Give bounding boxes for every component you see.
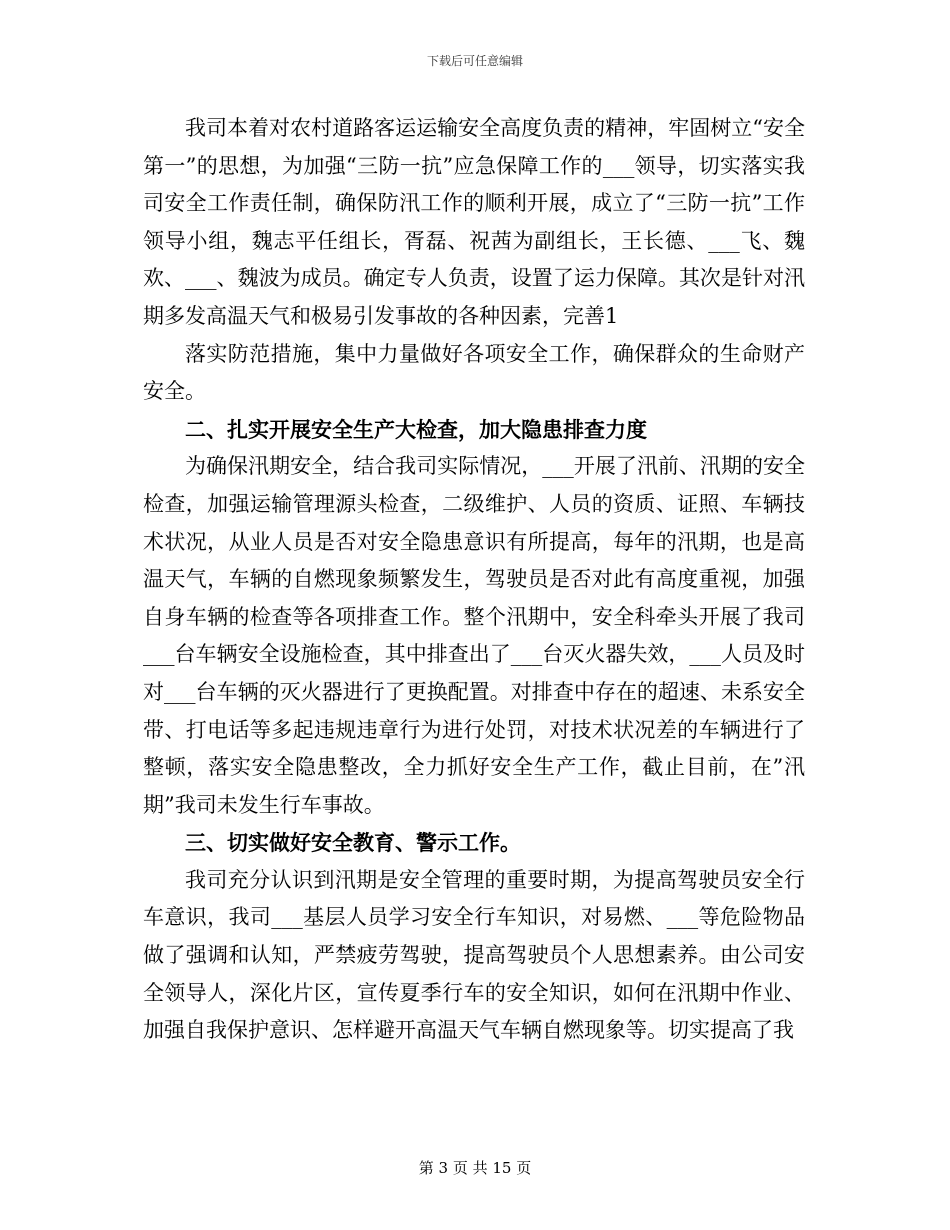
document-body xyxy=(143,110,805,1050)
page-header: 下载后可任意编辑 xyxy=(426,54,523,68)
paragraph-2: 落实防范措施，集中力量做好各项安全工作，确保群众的生命财产安全。 xyxy=(143,341,805,404)
section-heading-2: 二、扎实开展安全生产大检查，加大隐患排查力度 xyxy=(185,416,647,442)
paragraph-1: 我司本着对农村道路客运运输安全高度负责的精神，牢固树立“安全第一”的思想，为加强“三防一抗”应急保障工作的___领导，切实落实我司安全工作责任制，确保防汛工作的顺利开展，成立了“三防一抗”工作领导小组，魏志平任组长，胥磊、祝茜为副组长，王长德、___飞、魏欢、___、魏波为成员。确定专人负责，设置了运力保障。其次是针对汛期多发高温天气和极易引发事故的各种因素，完善1 xyxy=(143,116,805,328)
section-heading-3: 三、切实做好安全教育、警示工作。 xyxy=(185,830,521,856)
paragraph-3: 为确保汛期安全，结合我司实际情况，___开展了汛前、汛期的安全检查，加强运输管理源头检查，二级维护、人员的资质、证照、车辆技术状况，从业人员是否对安全隐患意识有所提高，每年的汛期，也是高温天气，车辆的自燃现象频繁发生，驾驶员是否对此有高度重视，加强自身车辆的检查等各项排查工作。整个汛期中，安全科牵头开展了我司___台车辆安全设施检查，其中排查出了___台灭火器失效，___人员及时对___台车辆的灭火器进行了更换配置。对排查中存在的超速、未系安全带、打电话等多起违规违章行为进行处罚，对技术状况差的车辆进行了整顿，落实安全隐患整改，全力抓好安全生产工作，截止目前，在”汛期”我司未发生行车事故。 xyxy=(143,454,805,817)
paragraph-4: 我司充分认识到汛期是安全管理的重要时期，为提高驾驶员安全行车意识，我司___基层人员学习安全行车知识，对易燃、___等危险物品做了强调和认知，严禁疲劳驾驶，提高驾驶员个人思想素养。由公司安全领导人，深化片区，宣传夏季行车的安全知识，如何在汛期中作业、加强自我保护意识、怎样避开高温天气车辆自燃现象等。切实提高了我 xyxy=(143,867,805,1043)
page-footer: 第 3 页 共 15 页 xyxy=(418,1159,532,1177)
